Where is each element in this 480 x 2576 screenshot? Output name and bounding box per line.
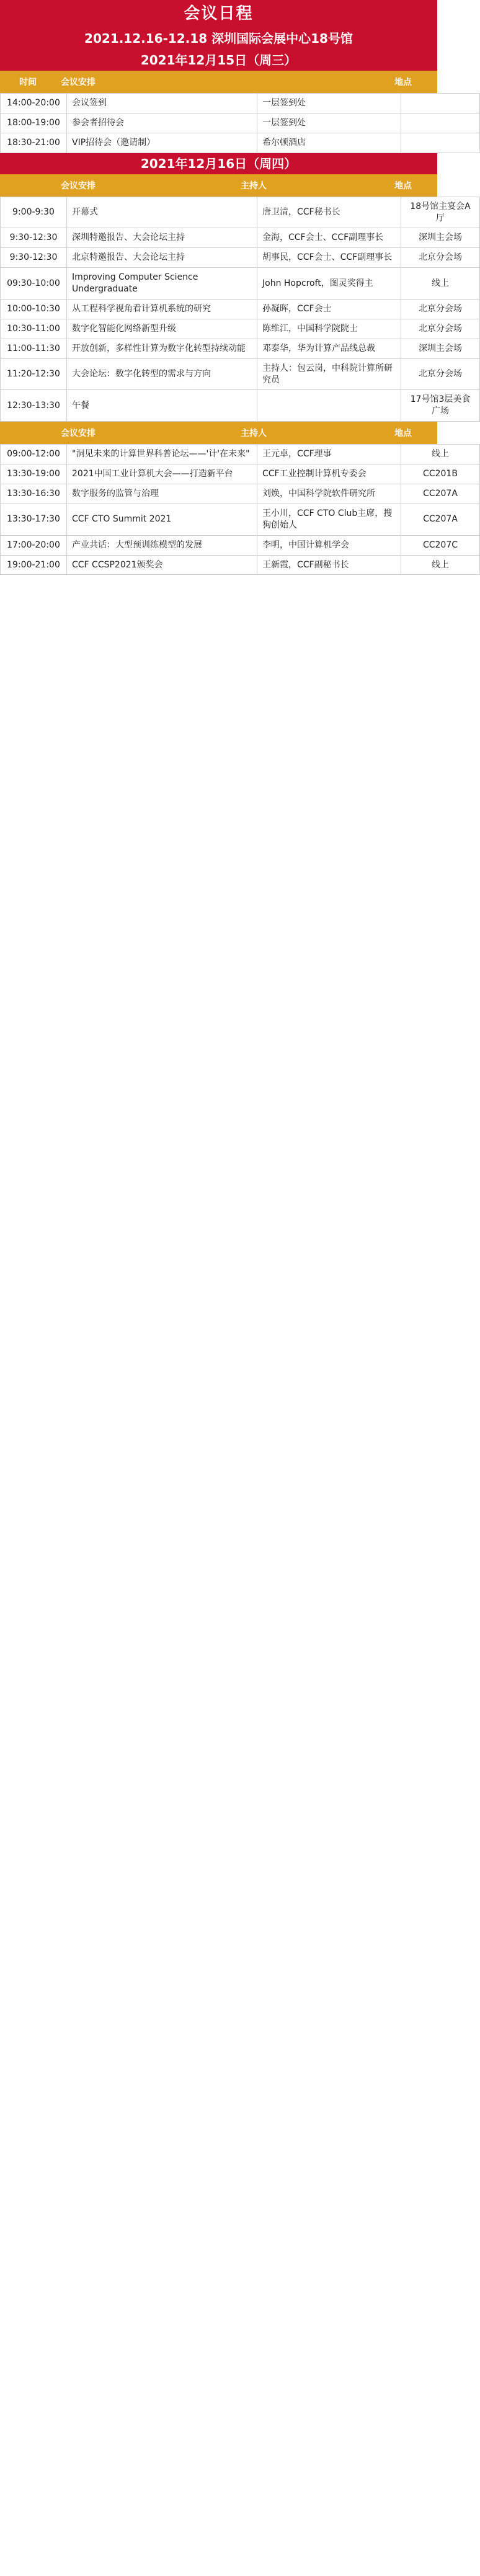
agenda-page: [0, 0, 471, 590]
agenda-time: 19:00-21:00: [1, 555, 67, 575]
agenda-place: 深圳主会场: [401, 228, 480, 248]
agenda-topic: 数字化智能化网络新型升级: [67, 319, 257, 339]
agenda-topic: 会议签到: [67, 94, 257, 113]
agenda-chair: John Hopcroft，图灵奖得主: [257, 268, 401, 300]
agenda-topic: 从工程科学视角看计算机系统的研究: [67, 300, 257, 319]
agenda-chair: 金海，CCF会士、CCF副理事长: [257, 228, 401, 248]
agenda-time: 9:30-12:30: [1, 248, 67, 268]
agenda-time: 09:00-12:00: [1, 445, 67, 464]
day2-afternoon-table: [0, 444, 480, 575]
agenda-place: 17号馆3层美食广场: [401, 390, 480, 422]
agenda-row: [1, 94, 480, 113]
day2-header-row: [0, 174, 437, 197]
agenda-chair: 王新霞，CCF副秘书长: [257, 555, 401, 575]
agenda-place: CC207A: [401, 484, 480, 504]
agenda-chair: 李明，中国计算机学会: [257, 535, 401, 555]
agenda-place: 线上: [401, 555, 480, 575]
agenda-place: 北京分会场: [401, 319, 480, 339]
day1-header-row: [0, 71, 437, 93]
agenda-topic: 开幕式: [67, 197, 257, 228]
agenda-place: [401, 133, 480, 153]
agenda-time: 9:30-12:30: [1, 228, 67, 248]
agenda-place: [401, 113, 480, 133]
agenda-time: 11:00-11:30: [1, 339, 67, 358]
agenda-topic: 参会者招待会: [67, 113, 257, 133]
agenda-chair: 主持人：包云岗，中科院计算所研究员: [257, 358, 401, 390]
header-time-3: [0, 422, 56, 444]
header-place: 地点: [394, 78, 412, 87]
agenda-place: CC207C: [401, 535, 480, 555]
agenda-row: [1, 300, 480, 319]
agenda-time: 9:00-9:30: [1, 197, 67, 228]
agenda-chair: 邓泰华，华为计算产品线总裁: [257, 339, 401, 358]
agenda-chair: 陈维江，中国科学院院士: [257, 319, 401, 339]
agenda-place: 线上: [401, 445, 480, 464]
agenda-place: 北京分会场: [401, 300, 480, 319]
header-chair-3: 主持人: [241, 429, 267, 439]
header-topic: 会议安排: [61, 78, 96, 87]
agenda-time: 17:00-20:00: [1, 535, 67, 555]
day2-banner: 2021年12月16日（周四）: [0, 153, 437, 174]
agenda-topic: 北京特邀报告、大会论坛主持: [67, 248, 257, 268]
agenda-row: [1, 113, 480, 133]
agenda-place: 18号馆主宴会A厅: [401, 197, 480, 228]
agenda-place: 深圳主会场: [401, 339, 480, 358]
agenda-chair: 希尔顿酒店: [257, 133, 401, 153]
agenda-topic: Improving Computer Science Undergraduate: [67, 268, 257, 300]
agenda-time: 10:00-10:30: [1, 300, 67, 319]
agenda-topic: 开放创新，多样性计算为数字化转型持续动能: [67, 339, 257, 358]
header-topic-2: 会议安排: [61, 180, 96, 191]
agenda-row: [1, 268, 480, 300]
agenda-chair: 一层签到处: [257, 113, 401, 133]
header-place-2: 地点: [394, 180, 412, 191]
agenda-row: [1, 555, 480, 575]
agenda-row: [1, 228, 480, 248]
agenda-place: 北京分会场: [401, 248, 480, 268]
agenda-time: 12:30-13:30: [1, 390, 67, 422]
agenda-row: [1, 339, 480, 358]
header-time: 时间: [19, 78, 37, 87]
agenda-time: 13:30-17:30: [1, 504, 67, 535]
header-time-2: [0, 174, 56, 197]
agenda-time: 11:20-12:30: [1, 358, 67, 390]
agenda-time: 10:30-11:00: [1, 319, 67, 339]
agenda-chair: CCF工业控制计算机专委会: [257, 464, 401, 484]
agenda-topic: CCF CCSP2021颁奖会: [67, 555, 257, 575]
agenda-topic: 大会论坛：数字化转型的需求与方向: [67, 358, 257, 390]
agenda-time: 14:00-20:00: [1, 94, 67, 113]
agenda-subtitle: 2021.12.16-12.18 深圳国际会展中心18号馆: [0, 27, 437, 50]
agenda-row: [1, 319, 480, 339]
agenda-time: 13:30-19:00: [1, 464, 67, 484]
agenda-chair: 孙凝晖，CCF会士: [257, 300, 401, 319]
agenda-row: [1, 445, 480, 464]
agenda-topic: 深圳特邀报告、大会论坛主持: [67, 228, 257, 248]
agenda-place: [401, 94, 480, 113]
agenda-row: [1, 390, 480, 422]
agenda-topic: VIP招待会（邀请制）: [67, 133, 257, 153]
agenda-chair: 唐卫清，CCF秘书长: [257, 197, 401, 228]
header-topic-3: 会议安排: [61, 429, 96, 439]
agenda-time: 09:30-10:00: [1, 268, 67, 300]
agenda-row: [1, 504, 480, 535]
day2-morning-table: [0, 197, 480, 422]
agenda-chair: 刘焕，中国科学院软件研究所: [257, 484, 401, 504]
agenda-row: [1, 358, 480, 390]
agenda-row: [1, 464, 480, 484]
agenda-row: [1, 133, 480, 153]
header-chair: [236, 71, 369, 93]
agenda-topic: CCF CTO Summit 2021: [67, 504, 257, 535]
agenda-row: [1, 197, 480, 228]
header-chair-2: 主持人: [241, 180, 267, 191]
day2-afternoon-header-row: [0, 422, 437, 444]
agenda-place: CC207A: [401, 504, 480, 535]
agenda-place: 线上: [401, 268, 480, 300]
agenda-chair: 王小川，CCF CTO Club主席，搜狗创始人: [257, 504, 401, 535]
agenda-chair: [257, 390, 401, 422]
agenda-place: 北京分会场: [401, 358, 480, 390]
page-footer: [0, 575, 437, 590]
agenda-row: [1, 484, 480, 504]
day1-banner: 2021年12月15日（周三）: [0, 50, 437, 71]
agenda-time: 13:30-16:30: [1, 484, 67, 504]
agenda-topic: 午餐: [67, 390, 257, 422]
agenda-row: [1, 248, 480, 268]
day1-table: [0, 93, 480, 153]
agenda-time: 18:00-19:00: [1, 113, 67, 133]
agenda-topic: "洞见未来的计算世界科普论坛——'计'在未来": [67, 445, 257, 464]
header-place-3: 地点: [394, 429, 412, 439]
agenda-topic: 数字服务的监管与治理: [67, 484, 257, 504]
agenda-place: CC201B: [401, 464, 480, 484]
agenda-time: 18:30-21:00: [1, 133, 67, 153]
agenda-title: 会议日程: [0, 0, 437, 27]
agenda-topic: 产业共话：大型预训练模型的发展: [67, 535, 257, 555]
agenda-chair: 王元卓，CCF理事: [257, 445, 401, 464]
agenda-chair: 胡事民，CCF会士、CCF副理事长: [257, 248, 401, 268]
agenda-row: [1, 535, 480, 555]
agenda-chair: 一层签到处: [257, 94, 401, 113]
agenda-topic: 2021中国工业计算机大会——打造新平台: [67, 464, 257, 484]
